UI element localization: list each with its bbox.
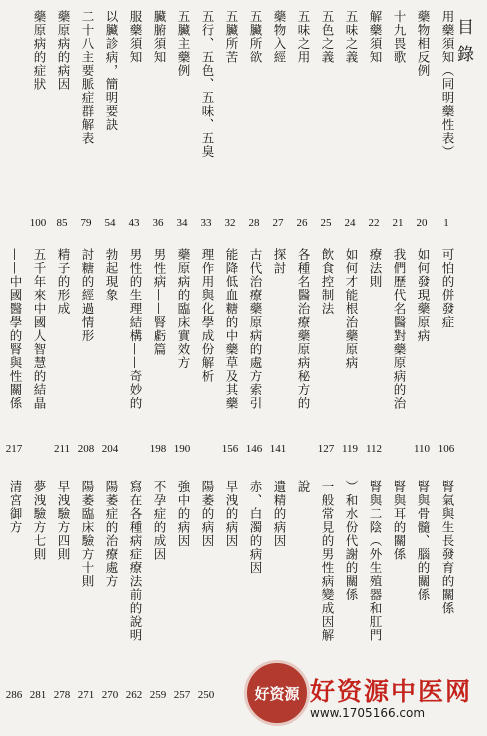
toc-page-number: 127 <box>317 443 335 455</box>
toc-entry: 藥原病的臨床實效方 <box>176 248 191 370</box>
toc-page-number: 36 <box>152 217 164 229</box>
toc-entry: 古代治療藥原病的處方索引 <box>248 248 263 410</box>
toc-entry: 說 <box>296 480 311 494</box>
toc-entry: 可怕的併發症 <box>440 248 455 329</box>
toc-page-number: 190 <box>173 443 191 455</box>
toc-page-number: 112 <box>365 443 383 455</box>
watermark-site-name: 好资源中医网 <box>310 677 473 706</box>
toc-entry: 理作用與化學成份解析 <box>200 248 215 383</box>
toc-page-number: 281 <box>29 689 47 701</box>
toc-entry: 五臟所欲 <box>248 10 263 64</box>
toc-entry: 精子的形成 <box>56 248 71 316</box>
toc-page-number: 259 <box>149 689 167 701</box>
toc-entries <box>8 480 457 684</box>
toc-entry: 陽萎臨床驗方十則 <box>80 480 95 588</box>
toc-entry: 二十八主要脈症群解表 <box>80 10 95 145</box>
toc-page-number: 110 <box>413 443 431 455</box>
toc-heading: 目錄 <box>453 18 473 72</box>
toc-page-number: 262 <box>125 689 143 701</box>
toc-entry: 一般常見的男性病變成因解 <box>320 480 335 642</box>
toc-page-number: 250 <box>197 689 215 701</box>
toc-entry: 腎與耳的關係 <box>392 480 407 561</box>
toc-page-number: 119 <box>341 443 359 455</box>
toc-page-number: 43 <box>128 217 140 229</box>
toc-entry: 夢洩驗方七則 <box>32 480 47 561</box>
toc-entry: 藥物相反例 <box>416 10 431 78</box>
toc-entry: 藥物入經 <box>272 10 287 64</box>
toc-entry: 如何才能根治藥原病 <box>344 248 359 370</box>
toc-page-number: 79 <box>80 217 92 229</box>
toc-page-number: 25 <box>320 217 332 229</box>
toc-page-number: 1 <box>443 217 449 229</box>
toc-page-number: 146 <box>245 443 263 455</box>
toc-entry: 腎與骨髓、腦的關係 <box>416 480 431 602</box>
toc-band-1 <box>22 10 457 232</box>
toc-entry: 赤、白濁的病因 <box>248 480 263 575</box>
toc-entry: 早洩的病因 <box>224 480 239 548</box>
toc-entry: 五味之用 <box>296 10 311 64</box>
toc-entry: 男性病——腎虧篇 <box>152 248 167 356</box>
toc-page-number: 21 <box>392 217 404 229</box>
toc-entry: 陽萎的病因 <box>200 480 215 548</box>
toc-entry: 五色之義 <box>320 10 335 64</box>
toc-page-number: 33 <box>200 217 212 229</box>
toc-entry: 飲食控制法 <box>320 248 335 316</box>
toc-entry: 解藥須知 <box>368 10 383 64</box>
toc-page-number: 204 <box>101 443 119 455</box>
toc-entry: 五行、五色、五味、五臭 <box>200 10 215 159</box>
toc-page-number: 32 <box>224 217 236 229</box>
toc-page-number: 257 <box>173 689 191 701</box>
toc-page-number <box>123 440 145 458</box>
toc-page-number: 217 <box>5 443 23 455</box>
toc-page-number: 34 <box>176 217 188 229</box>
toc-entry: 五千年來中國人智慧的結晶 <box>32 248 47 410</box>
toc-entries <box>22 10 457 212</box>
toc-page-number: 211 <box>53 443 71 455</box>
toc-entry: 療法則 <box>368 248 383 289</box>
toc-page-number <box>27 440 49 458</box>
toc-page-number: 156 <box>221 443 239 455</box>
toc-page-number: 100 <box>29 217 47 229</box>
toc-page-number: 27 <box>272 217 284 229</box>
toc-entry: 能降低血糖的中藥草及其藥 <box>224 248 239 410</box>
toc-page-number: 141 <box>269 443 287 455</box>
toc-page-number <box>291 440 313 458</box>
toc-entry: 遺精的病因 <box>272 480 287 548</box>
toc-entry: 五味之義 <box>344 10 359 64</box>
toc-entry: 服藥須知 <box>128 10 143 64</box>
toc-entries <box>8 248 457 438</box>
toc-page-number: 198 <box>149 443 167 455</box>
toc-entry: 五臟主藥例 <box>176 10 191 78</box>
toc-entry: 腎與二陰（外生殖器和肛門 <box>368 480 383 642</box>
toc-entry: 我們歷代名醫對藥原病的治 <box>392 248 407 410</box>
toc-page-number: 24 <box>344 217 356 229</box>
toc-entry: 討糖的經過情形 <box>80 248 95 343</box>
toc-entry: 早洩驗方四則 <box>56 480 71 561</box>
watermark-seal: 好资源 <box>244 660 310 726</box>
toc-page-numbers <box>5 440 457 458</box>
toc-page-number: 28 <box>248 217 260 229</box>
toc-page-numbers <box>22 214 457 232</box>
toc-entry: 勃起現象 <box>104 248 119 302</box>
toc-entry: 臟腑須知 <box>152 10 167 64</box>
toc-band-2 <box>5 248 457 458</box>
toc-page-number: 270 <box>101 689 119 701</box>
toc-entry: 腎氣與生長發育的關係 <box>440 480 455 615</box>
toc-entry: 強中的病因 <box>176 480 191 548</box>
toc-entry: 用藥須知（同明藥性表） <box>440 10 455 159</box>
toc-entry: ）和水份代謝的關係 <box>344 480 359 602</box>
toc-entry: 陽萎症的治療處方 <box>104 480 119 588</box>
toc-page-number: 22 <box>368 217 380 229</box>
toc-entry: 男性的生理結構——奇妙的 <box>128 248 143 410</box>
toc-page-number: 54 <box>104 217 116 229</box>
toc-entry: 十九畏歌 <box>392 10 407 64</box>
watermark-site-url: www.1705166.com <box>310 706 426 720</box>
toc-entry: 以臟診病，簡明要訣 <box>104 10 119 132</box>
toc-page-number: 208 <box>77 443 95 455</box>
toc-entry: ——中國醫學的腎與性關係 <box>8 248 23 410</box>
toc-page-number: 20 <box>416 217 428 229</box>
toc-entry: 探討 <box>272 248 287 275</box>
toc-page-number <box>387 440 409 458</box>
toc-page-number <box>219 686 241 704</box>
toc-page-number: 286 <box>5 689 23 701</box>
toc-entry: 藥原病的病因 <box>56 10 71 91</box>
toc-entry: 如何發現藥原病 <box>416 248 431 343</box>
toc-page-number: 26 <box>296 217 308 229</box>
toc-entry: 清宮御方 <box>8 480 23 534</box>
toc-entry: 寫在各種病症療法前的說明 <box>128 480 143 642</box>
toc-page-number: 106 <box>437 443 455 455</box>
toc-entry: 各種名醫治療藥原病秘方的 <box>296 248 311 410</box>
toc-band-3 <box>5 480 457 704</box>
toc-page-number: 278 <box>53 689 71 701</box>
toc-entry: 不孕症的成因 <box>152 480 167 561</box>
toc-page-number: 85 <box>56 217 68 229</box>
toc-page-number: 271 <box>77 689 95 701</box>
toc-page-number <box>195 440 217 458</box>
toc-entry: 藥原病的症狀 <box>32 10 47 91</box>
toc-entry: 五臟所苦 <box>224 10 239 64</box>
